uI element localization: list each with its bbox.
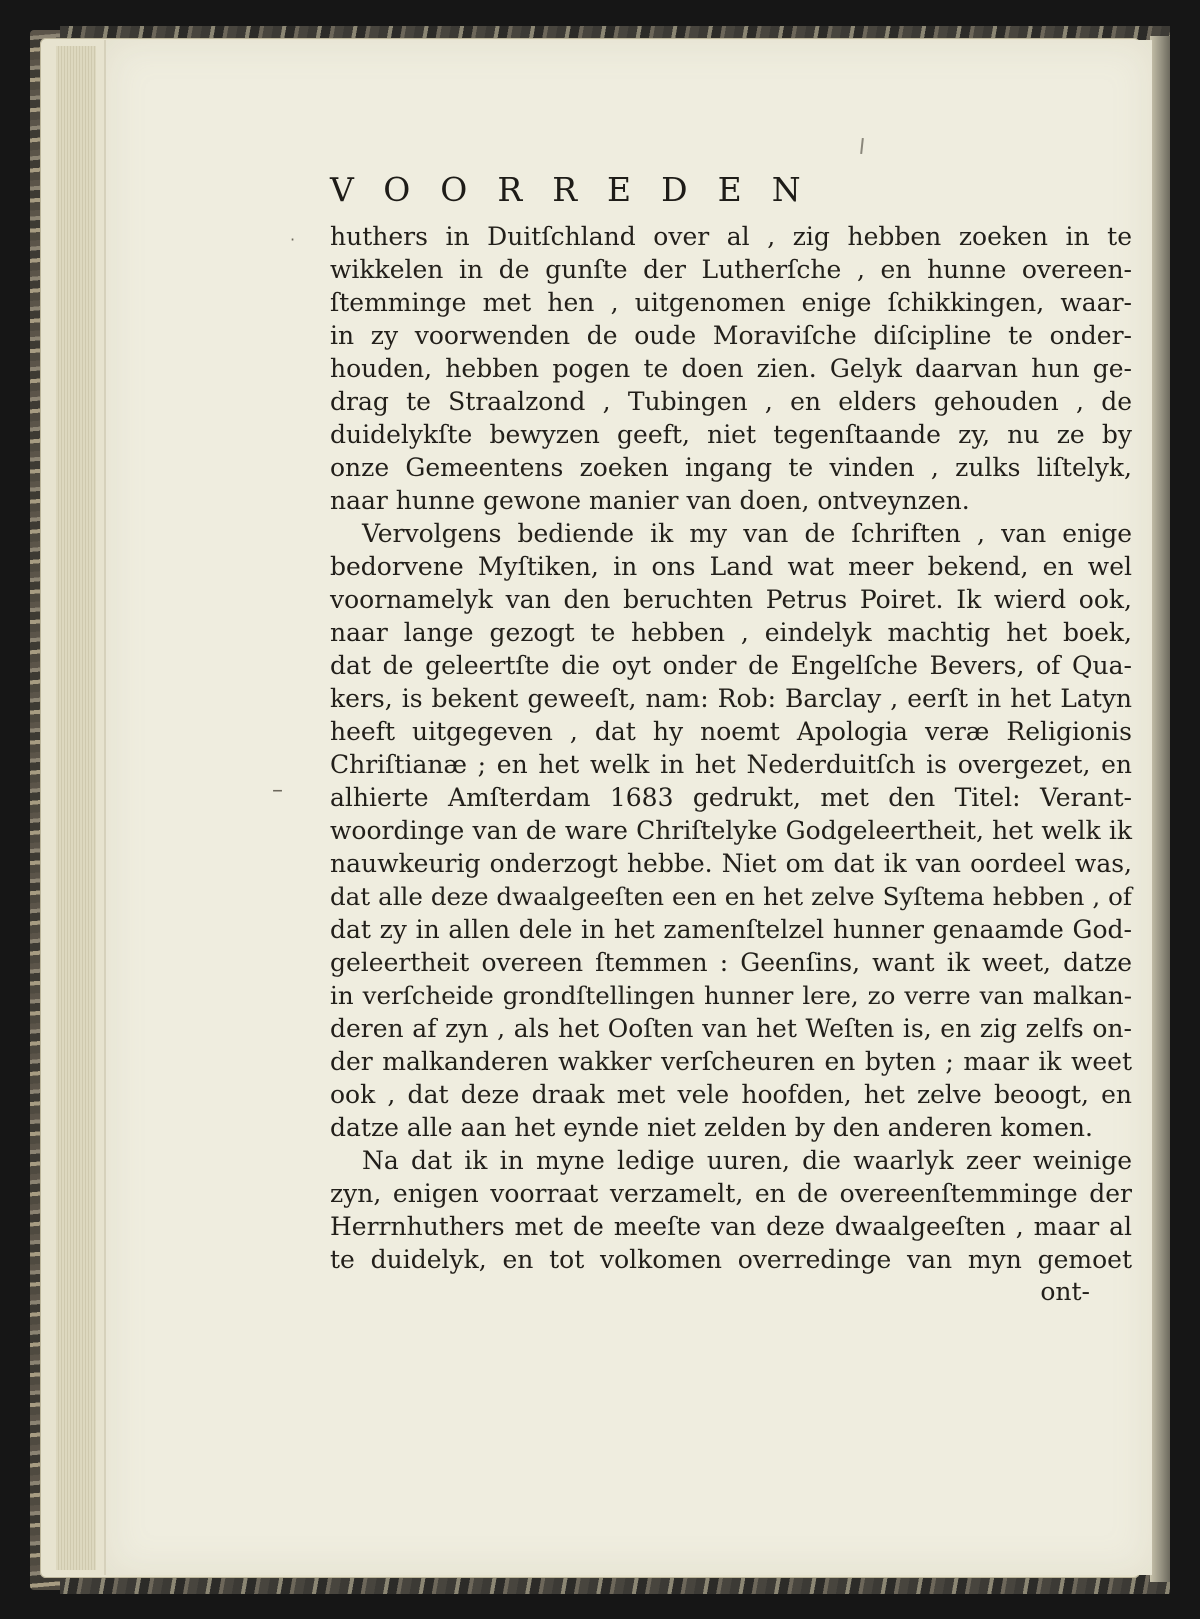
text-line: ſtemminge met hen , uitgenomen enige ſchikkingen, waar- bbox=[330, 288, 1132, 317]
margin-dot: · bbox=[290, 230, 296, 249]
text-line: bedorvene Myſtiken, in ons Land wat meer bekend, en wel bbox=[330, 552, 1132, 581]
text-line: te duidelyk, en tot volkomen overredinge van myn gemoet bbox=[330, 1245, 1132, 1274]
text-line: houden, hebben pogen te doen zien. Gelyk daarvan hun ge- bbox=[330, 354, 1132, 383]
text-line: Herrnhuthers met de meeſte van deze dwaalgeeſten , maar al bbox=[330, 1212, 1132, 1241]
text-line: deren af zyn , als het Ooſten van het Weſten is, en zig zelfs on- bbox=[330, 1014, 1132, 1043]
catchword: ont- bbox=[1040, 1277, 1090, 1306]
text-line: kers, is bekent geweeſt, nam: Rob: Barclay , eerſt in het Latyn bbox=[330, 684, 1132, 713]
text-line: duidelykſte bewyzen geeft, niet tegenſtaande zy, nu ze by bbox=[330, 420, 1132, 449]
running-header: VOORREDEN bbox=[330, 170, 831, 209]
text-line: onze Gemeentens zoeken ingang te vinden , zulks liſtelyk, bbox=[330, 453, 1132, 482]
text-line: in verſcheide grondſtellingen hunner lere, zo verre van malkan- bbox=[330, 981, 1132, 1010]
text-line: alhierte Amſterdam 1683 gedrukt, met den Titel: Verant- bbox=[330, 783, 1132, 812]
text-line: ook , dat deze draak met vele hoofden, het zelve beoogt, en bbox=[330, 1080, 1132, 1109]
text-line: in zy voorwenden de oude Moraviſche diſcipline te onder- bbox=[330, 321, 1132, 350]
text-line: Vervolgens bediende ik my van de ſchriften , van enige bbox=[362, 519, 1132, 548]
text-line: nauwkeurig onderzogt hebbe. Niet om dat ik van oordeel was, bbox=[330, 849, 1132, 878]
text-line: dat alle deze dwaalgeeſten een en het zelve Syſtema hebben , of bbox=[330, 882, 1132, 911]
text-line: naar hunne gewone manier van doen, ontveynzen. bbox=[330, 486, 970, 515]
text-line: Na dat ik in myne ledige uuren, die waarlyk zeer weinige bbox=[362, 1146, 1132, 1175]
text-line: Chriſtianæ ; en het welk in het Nederduitſch is overgezet, en bbox=[330, 750, 1132, 779]
text-line: zyn, enigen voorraat verzamelt, en de overeenſtemminge der bbox=[330, 1179, 1132, 1208]
text-line: drag te Straalzond , Tubingen , en elders gehouden , de bbox=[330, 387, 1132, 416]
text-line: der malkanderen wakker verſcheuren en byten ; maar ik weet bbox=[330, 1047, 1132, 1076]
text-line: heeft uitgegeven , dat hy noemt Apologia veræ Religionis bbox=[330, 717, 1132, 746]
pencil-mark bbox=[860, 138, 864, 154]
body-text bbox=[330, 220, 1132, 1276]
text-line: naar lange gezogt te hebben , eindelyk machtig het boek, bbox=[330, 618, 1132, 647]
page-edge-shadow bbox=[1150, 36, 1170, 1582]
text-line: huthers in Duitſchland over al , zig hebben zoeken in te bbox=[330, 222, 1132, 251]
margin-dash: – bbox=[272, 778, 283, 803]
text-line: datze alle aan het eynde niet zelden by den anderen komen. bbox=[330, 1113, 1093, 1142]
text-line: geleertheit overeen ſtemmen : Geenſins, want ik weet, datze bbox=[330, 948, 1132, 977]
text-line: woordinge van de ware Chriſtelyke Godgeleertheit, het welk ik bbox=[330, 816, 1132, 845]
text-line: voornamelyk van den beruchten Petrus Poiret. Ik wierd ook, bbox=[330, 585, 1132, 614]
text-line: wikkelen in de gunſte der Lutherſche , en hunne overeen- bbox=[330, 255, 1132, 284]
text-line: dat de geleertſte die oyt onder de Engelſche Bevers, of Qua- bbox=[330, 651, 1132, 680]
text-line: dat zy in allen dele in het zamenſtelzel hunner genaamde God- bbox=[330, 915, 1132, 944]
